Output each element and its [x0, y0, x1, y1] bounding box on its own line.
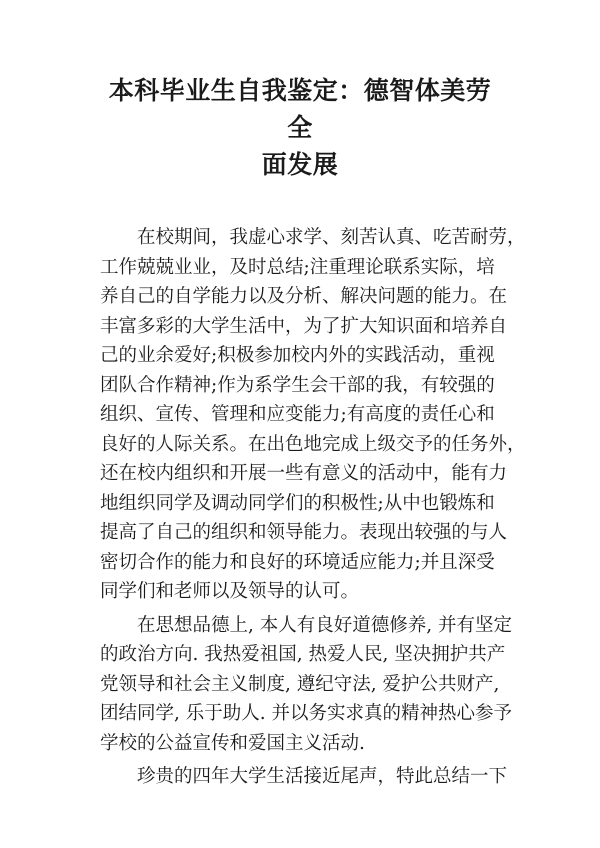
- paragraph-line: 良好的人际关系。在出色地完成上级交予的任务外，: [100, 433, 526, 455]
- paragraph-line: 地组织同学及调动同学们的积极性;从中也锻炼和: [100, 492, 495, 514]
- paragraph-line: 己的业余爱好;积极参加校内外的实践活动，重视: [100, 345, 495, 366]
- paragraph-line: 党领导和社会主义制度, 遵纪守法, 爱护公共财产,: [100, 673, 500, 695]
- title-line-2: 面发展: [261, 150, 339, 179]
- paragraph-line: 组织、宣传、管理和应变能力;有高度的责任心和: [100, 404, 495, 425]
- paragraph-line: 还在校内组织和开展一些有意义的活动中，能有力: [100, 463, 508, 484]
- paragraph-line: 的政治方向. 我热爱祖国, 热爱人民, 坚决拥护共产: [100, 644, 506, 665]
- paragraph-line: 学校的公益宣传和爱国主义活动.: [100, 732, 365, 754]
- paragraph-line: 养自己的自学能力以及分析、解决问题的能力。在: [100, 286, 508, 307]
- paragraph-2: [100, 611, 513, 759]
- paragraph-line: 珍贵的四年大学生活接近尾声，特此总结一下: [137, 766, 508, 787]
- document-body: [100, 223, 526, 792]
- paragraph-3: [100, 762, 508, 792]
- paragraph-line: 在思想品德上, 本人有良好道德修养, 并有坚定: [137, 614, 513, 636]
- paragraph-line: 密切合作的能力和良好的环境适应能力;并且深受: [100, 551, 495, 573]
- paragraph-line: 团队合作精神;作为系学生会干部的我，有较强的: [100, 374, 495, 396]
- paragraph-line: 提高了自己的组织和领导能力。表现出较强的与人: [100, 522, 508, 543]
- paragraph-line: 同学们和老师以及领导的认可。: [100, 581, 360, 602]
- document-title: [100, 72, 500, 183]
- title-line-1: 本科毕业生自我鉴定：德智体美劳全: [108, 76, 492, 142]
- paragraph-line: 工作兢兢业业，及时总结;注重理论联系实际，培: [100, 256, 495, 278]
- paragraph-1: [100, 223, 526, 607]
- paragraph-line: 丰富多彩的大学生活中，为了扩大知识面和培养自: [100, 315, 508, 337]
- paragraph-line: 在校期间，我虚心求学、刻苦认真、吃苦耐劳，: [137, 227, 526, 248]
- paragraph-line: 团结同学, 乐于助人. 并以务实求真的精神热心参予: [100, 703, 513, 724]
